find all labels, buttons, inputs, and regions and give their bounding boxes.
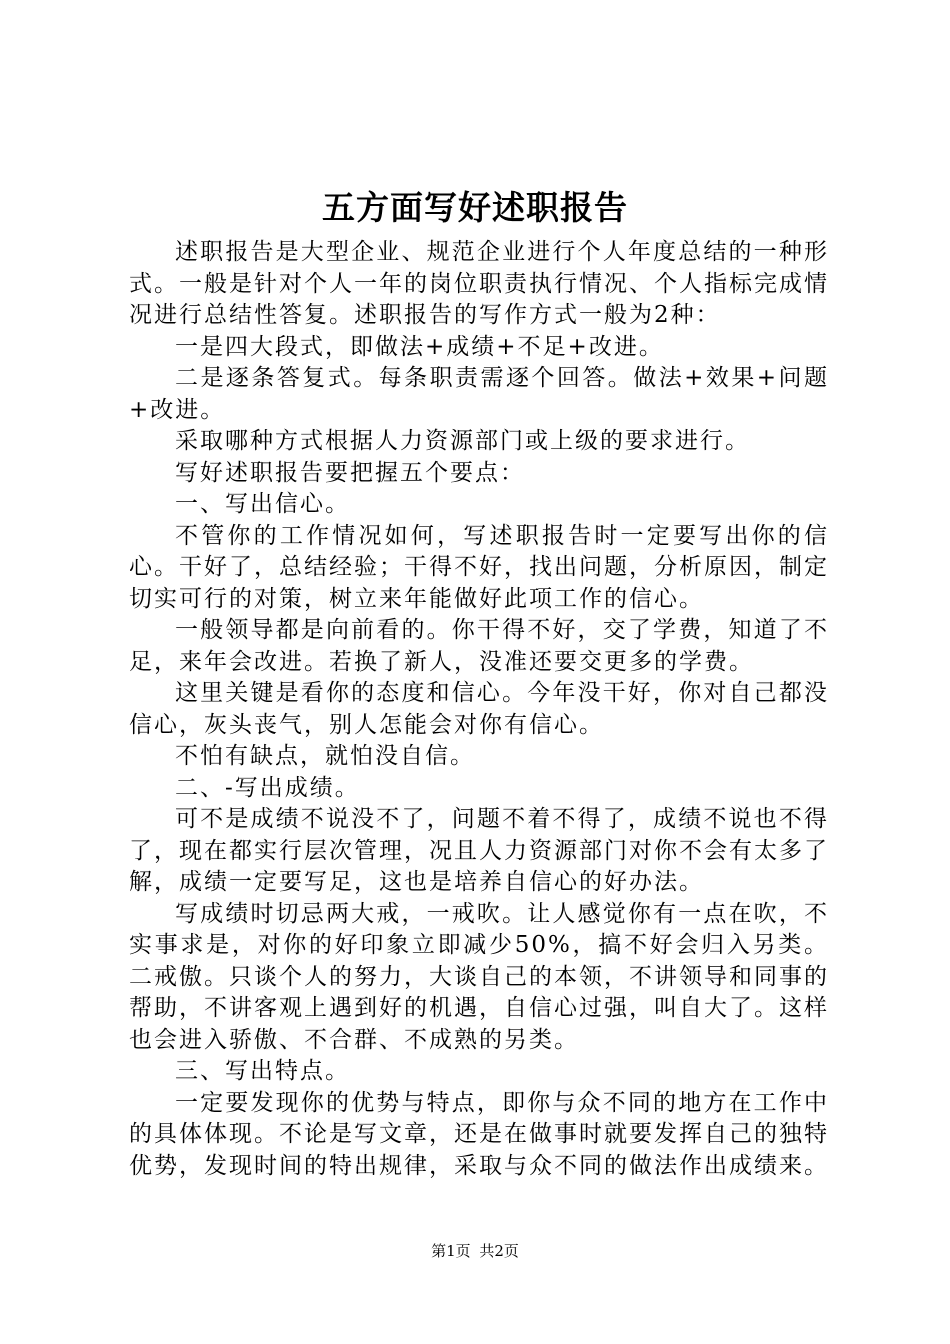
paragraph: 一定要发现你的优势与特点，即你与众不同的地方在工作中的具体体现。不论是写文章，还是在做事时就要发挥自己的独特优势，发现时间的特出规律，采取与众不同的做法作出成绩来。	[129, 1089, 829, 1179]
paragraph: 这里关键是看你的态度和信心。今年没干好，你对自己都没信心，灰头丧气，别人怎能会对你有信心。	[129, 680, 829, 738]
paragraph: 一是四大段式，即做法+成绩+不足+改进。	[175, 333, 664, 360]
section-heading: 一、写出信心。	[175, 491, 350, 517]
paragraph: 写成绩时切忌两大戒，一戒吹。让人感觉你有一点在吹，不实事求是，对你的好印象立即减少50%，搞不好会归入另类。二戒傲。只谈个人的努力，大谈自己的本领，不讲领导和同事的帮助，不讲客观上遇到好的机遇，自信心过强，叫自大了。这样也会进入骄傲、不合群、不成熟的另类。	[129, 900, 829, 1053]
paragraph: 可不是成绩不说没不了，问题不着不得了，成绩不说也不得了，现在都实行层次管理，况且人力资源部门对你不会有太多了解，成绩一定要写足，这也是培养自信心的好办法。	[129, 806, 829, 895]
paragraph: 写好述职报告要把握五个要点：	[175, 459, 525, 486]
document-title: 五方面写好述职报告	[322, 188, 628, 227]
paragraph: 二是逐条答复式。每条职责需逐个回答。做法+效果+问题+改进。	[129, 365, 829, 423]
page-total: 共2页	[479, 1242, 519, 1260]
paragraph: 一般领导都是向前看的。你干得不好，交了学费，知道了不足，来年会改进。若换了新人，没准还要交更多的学费。	[129, 617, 829, 675]
section-heading: 二、-写出成绩。	[175, 774, 360, 801]
section-heading: 三、写出特点。	[175, 1058, 350, 1084]
page-footer	[0, 1241, 950, 1261]
paragraph: 不怕有缺点，就怕没自信。	[175, 743, 475, 769]
paragraph: 不管你的工作情况如何，写述职报告时一定要写出你的信心。干好了，总结经验；干得不好，找出问题，分析原因，制定切实可行的对策，树立来年能做好此项工作的信心。	[129, 522, 829, 612]
paragraph: 采取哪种方式根据人力资源部门或上级的要求进行。	[175, 428, 750, 454]
document-body	[129, 237, 829, 1182]
paragraph: 述职报告是大型企业、规范企业进行个人年度总结的一种形式。一般是针对个人一年的岗位职责执行情况、个人指标完成情况进行总结性答复。述职报告的写作方式一般为2种：	[129, 239, 829, 328]
page-number: 第1页	[431, 1242, 471, 1260]
